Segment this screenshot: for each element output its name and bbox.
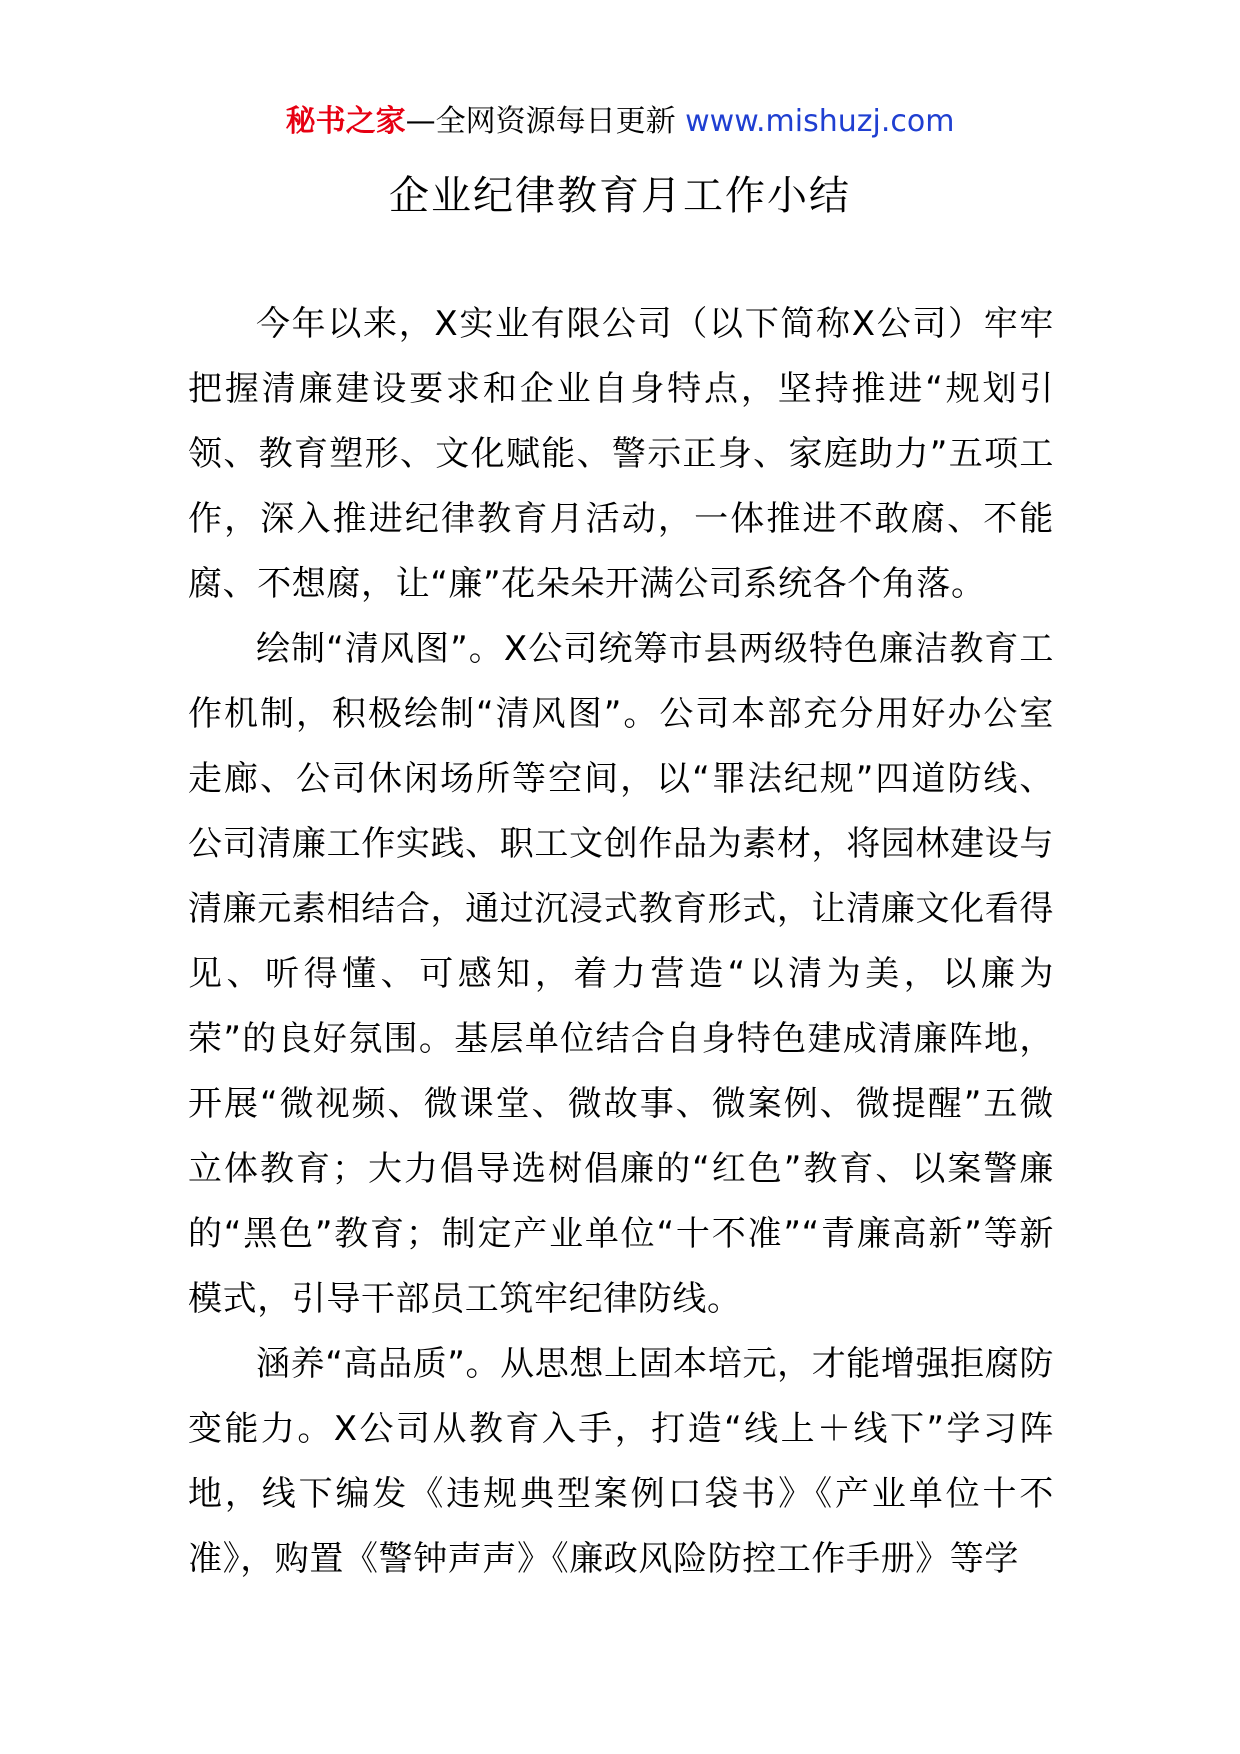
- site-banner: [0, 100, 1240, 144]
- paragraph-qingfeng: 绘制“清风图”。X公司统筹市县两级特色廉洁教育工作机制，积极绘制“清风图”。公司本部充分用好办公室走廊、公司休闲场所等空间，以“罪法纪规”四道防线、公司清廉工作实践、职工文创作品为素材，将园林建设与清廉元素相结合，通过沉浸式教育形式，让清廉文化看得见、听得懂、可感知，着力营造“以清为美，以廉为荣”的良好氛围。基层单位结合自身特色建成清廉阵地，开展“微视频、微课堂、微故事、微案例、微提醒”五微立体教育；大力倡导选树倡廉的“红色”教育、以案警廉的“黑色”教育；制定产业单位“十不准”“青廉高新”等新模式，引导干部员工筑牢纪律防线。: [188, 629, 1054, 1319]
- paragraph-gaopinzhi: 涵养“高品质”。从思想上固本培元，才能增强拒腐防变能力。X公司从教育入手，打造“线上＋线下”学习阵地，线下编发《违规典型案例口袋书》《产业单位十不准》，购置《警钟声声》《廉政风险防控工作手册》等学: [188, 1344, 1054, 1579]
- document-body: [188, 292, 1054, 1592]
- site-slogan: —全网资源每日更新: [405, 104, 676, 139]
- document-title: 企业纪律教育月工作小结: [389, 173, 851, 219]
- site-brand: 秘书之家: [285, 104, 406, 139]
- site-url-link[interactable]: www.mishuzj.com: [685, 104, 955, 139]
- paragraph-intro: 今年以来，X实业有限公司（以下简称X公司）牢牢把握清廉建设要求和企业自身特点，坚持推进“规划引领、教育塑形、文化赋能、警示正身、家庭助力”五项工作，深入推进纪律教育月活动，一体推进不敢腐、不能腐、不想腐，让“廉”花朵朵开满公司系统各个角落。: [188, 304, 1054, 604]
